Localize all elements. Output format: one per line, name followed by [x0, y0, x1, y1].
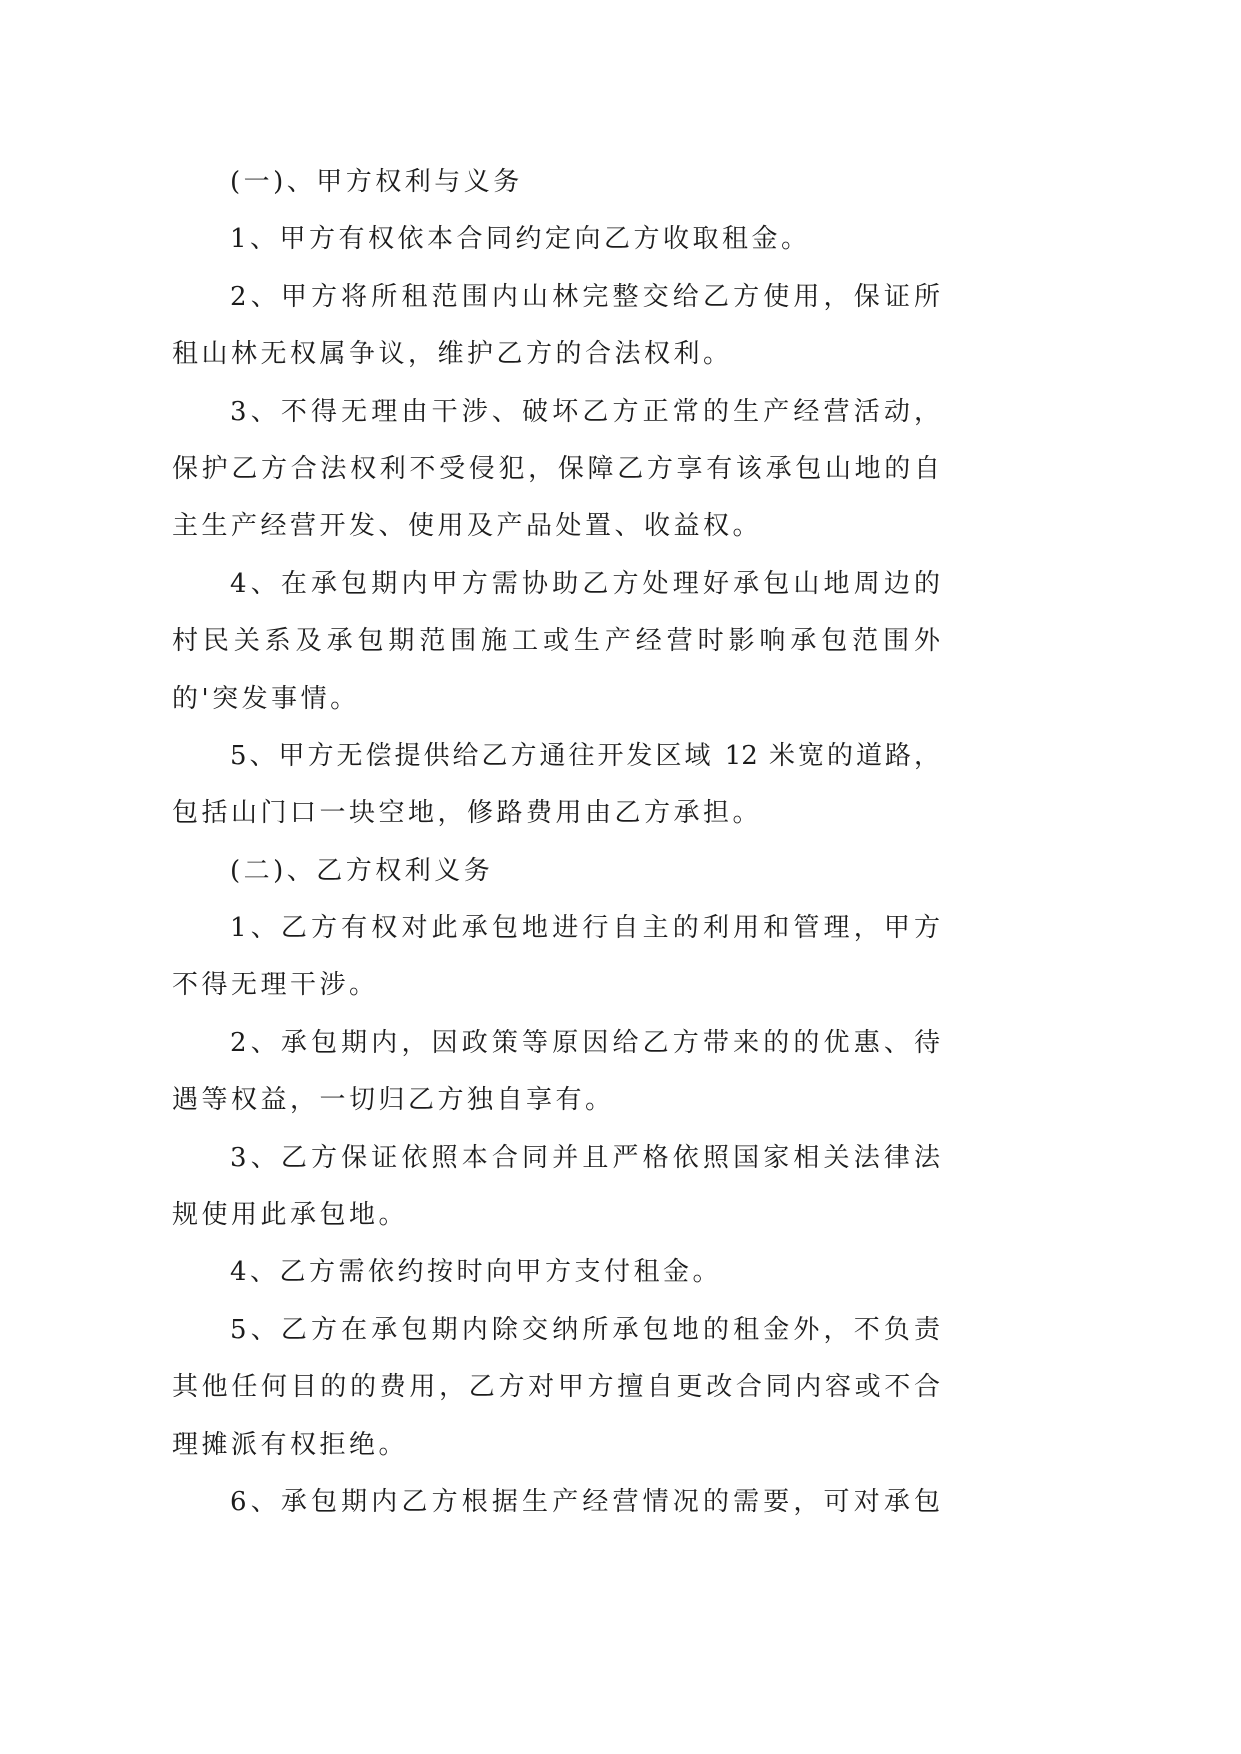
paragraph: [0, 269, 1241, 384]
paragraph-line: 2、甲方将所租范围内山林完整交给乙方使用，保证所: [230, 281, 940, 312]
paragraph-line: 2、承包期内，因政策等原因给乙方带来的的优惠、待: [230, 1027, 940, 1058]
paragraph-line: 主生产经营开发、使用及产品处置、收益权。: [172, 511, 763, 542]
paragraph-line: 的'突发事情。: [172, 683, 360, 714]
paragraph-line: 遇等权益，一切归乙方独自享有。: [172, 1085, 615, 1116]
paragraph-line: 包括山门口一块空地，修路费用由乙方承担。: [172, 798, 763, 829]
document-body: [0, 154, 1241, 1531]
paragraph-line: 租山林无权属争议，维护乙方的合法权利。: [172, 339, 733, 370]
paragraph: [0, 728, 1241, 843]
paragraph-line: 4、在承包期内甲方需协助乙方处理好承包山地周边的: [230, 568, 940, 599]
paragraph-line: 其他任何目的的费用，乙方对甲方擅自更改合同内容或不合: [172, 1372, 940, 1403]
paragraph-line: 4、乙方需依约按时向甲方支付租金。: [230, 1257, 723, 1288]
paragraph-line: 1、乙方有权对此承包地进行自主的利用和管理，甲方: [230, 913, 940, 944]
paragraph: [0, 384, 1241, 556]
paragraph: [0, 1130, 1241, 1245]
paragraph-line: 保护乙方合法权利不受侵犯，保障乙方享有该承包山地的自: [172, 453, 940, 484]
paragraph-line: 5、甲方无偿提供给乙方通往开发区域 12 米宽的道路，: [230, 740, 940, 771]
paragraph: [0, 556, 1241, 728]
paragraph: [0, 1302, 1241, 1474]
section-heading: (二)、乙方权利义务: [230, 855, 494, 886]
paragraph: [0, 1015, 1241, 1130]
paragraph-line: 规使用此承包地。: [172, 1200, 409, 1231]
paragraph: [0, 1474, 1241, 1531]
paragraph: [0, 1244, 1241, 1301]
paragraph: [0, 900, 1241, 1015]
paragraph-line: 3、乙方保证依照本合同并且严格依照国家相关法律法: [230, 1142, 940, 1173]
section-b: [0, 843, 1241, 1532]
paragraph-line: 村民关系及承包期范围施工或生产经营时影响承包范围外: [172, 626, 940, 657]
paragraph-line: 5、乙方在承包期内除交纳所承包地的租金外，不负责: [230, 1314, 940, 1345]
paragraph-line: 3、不得无理由干涉、破坏乙方正常的生产经营活动，: [230, 396, 940, 427]
section-heading: (一)、甲方权利与义务: [230, 167, 523, 197]
paragraph-line: 1、甲方有权依本合同约定向乙方收取租金。: [230, 224, 811, 255]
paragraph: [0, 211, 1241, 268]
section-a: [0, 154, 1241, 843]
paragraph-line: 理摊派有权拒绝。: [172, 1429, 409, 1460]
paragraph-line: 6、承包期内乙方根据生产经营情况的需要，可对承包: [230, 1486, 940, 1517]
paragraph-line: 不得无理干涉。: [172, 970, 379, 1001]
